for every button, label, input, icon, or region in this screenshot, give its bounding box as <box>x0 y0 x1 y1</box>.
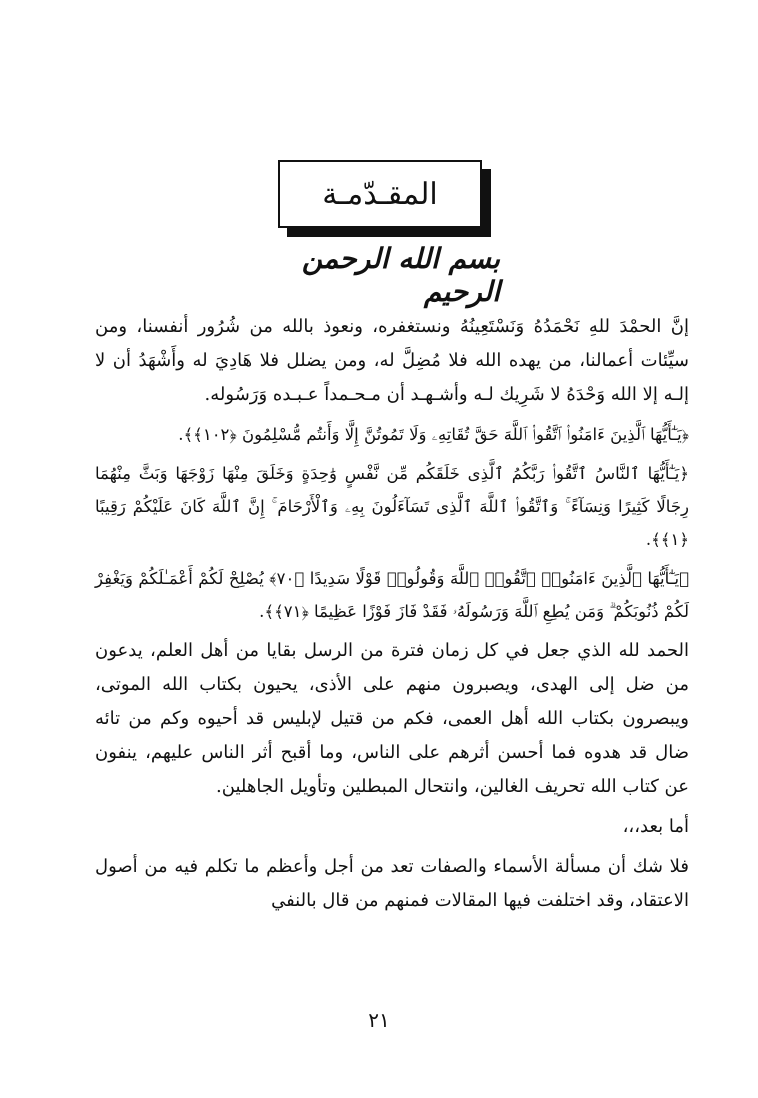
quran-verse-3: ﴿يَـٰٓأَيُّهَا ٱلَّذِينَ ءَامَنُوا۟ ٱتَّقُوا۟ ٱللَّهَ وَقُولُوا۟ قَوْلًا سَدِيدًا ﴿٧٠﴾ يُصْلِحْ لَكُمْ أَعْمَـٰلَكُمْ وَيَغْفِرْ لَكُمْ ذُنُوبَكُمْ ۗ وَمَن يُطِعِ ٱللَّهَ وَرَسُولَهُۥ فَقَدْ فَازَ فَوْزًا عَظِيمًا ﴿٧١﴾﴾. <box>95 569 689 621</box>
page-number: ٢١ <box>368 1008 390 1032</box>
basmala-calligraphy <box>300 242 500 308</box>
basmala-text: بسم الله الرحمن الرحيم <box>301 242 500 308</box>
asma-sifat-paragraph: فلا شك أن مسألة الأسماء والصفات تعد من أجل وأعظم ما تكلم فيه من أصول الاعتقاد، وقد اختلفت فيها المقالات فمنهم من قال بالنفي <box>95 856 689 911</box>
body-text <box>95 310 689 924</box>
heading-box <box>278 160 482 228</box>
amma-baad: أما بعد،،، <box>622 816 689 837</box>
quran-verse-2: ﴿يَـٰٓأَيُّهَا ٱلنَّاسُ ٱتَّقُوا۟ رَبَّكُمُ ٱلَّذِى خَلَقَكُم مِّن نَّفْسٍ وَٰحِدَةٍ وَخَلَقَ مِنْهَا زَوْجَهَا وَبَثَّ مِنْهُمَا رِجَالًا كَثِيرًا وَنِسَآءً ۚ وَٱتَّقُوا۟ ٱللَّهَ ٱلَّذِى تَسَآءَلُونَ بِهِۦ وَٱلْأَرْحَامَ ۚ إِنَّ ٱللَّهَ كَانَ عَلَيْكُمْ رَقِيبًا ﴿١﴾﴾. <box>95 464 689 549</box>
intro-paragraph: إنَّ الحمْدَ للهِ نَحْمَدُهُ وَنَسْتَعِينُهُ ونستغفره، ونعوذ بالله من شُرُور أنفسنا، ومن سيِّئات أعمالنا، من يهده الله فلا مُضِلَّ له، ومن يضلل فلا هَادِيَ له وأَشْهَدُ أن لا إلـه إلا الله وَحْدَهُ لا شَرِيك لـه وأشـهـد أن مـحـمداً عـبـده وَرَسُوله. <box>95 316 689 405</box>
hamd-paragraph: الحمد لله الذي جعل في كل زمان فترة من الرسل بقايا من أهل العلم، يدعون من ضل إلى الهدى، ويصبرون منهم على الأذى، يحيون بكتاب الله الموتى، ويبصرون بكتاب الله أهل العمى، فكم من قتيل لإبليس قد أحيوه وكم من تائه ضال قد هدوه فما أحسن أثرهم على الناس، وما أقبح أثر الناس عليهم، ينفون عن كتاب الله تحريف الغالين، وانتحال المبطلين وتأويل الجاهلين. <box>95 640 689 797</box>
quran-verse-1: ﴿يَـٰٓأَيُّهَا ٱلَّذِينَ ءَامَنُوا۟ ٱتَّقُوا۟ ٱللَّهَ حَقَّ تُقَاتِهِۦ وَلَا تَمُوتُنَّ إِلَّا وَأَنتُم مُّسْلِمُونَ ﴿١٠٢﴾﴾. <box>178 425 689 444</box>
heading-title: المقـدّمـة <box>322 176 438 212</box>
